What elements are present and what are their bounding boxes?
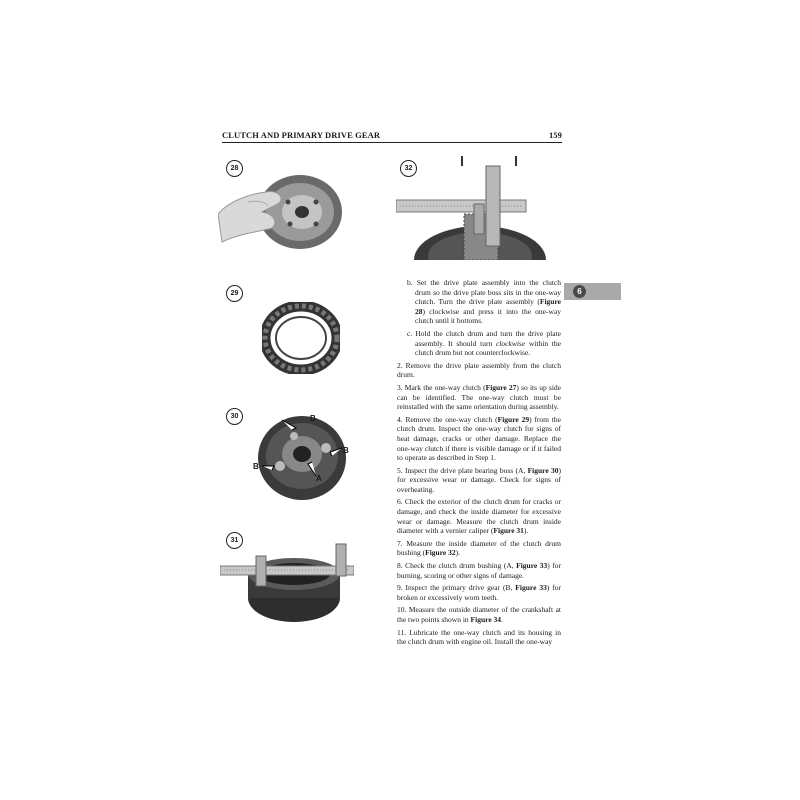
chapter-title: CLUTCH AND PRIMARY DRIVE GEAR <box>222 130 381 140</box>
figure-31-label: 31 <box>226 532 243 549</box>
figure-29-label: 29 <box>226 285 243 302</box>
figure-30-label: 30 <box>226 408 243 425</box>
page-header <box>222 128 562 143</box>
step-10: 10. Measure the outside diameter of the crankshaft at the two points shown in Figure 34. <box>397 605 561 624</box>
step-1b: b. Set the drive plate assembly into the clutch drum so the drive plate boss sits in the one-way clutch. Turn the drive plate assembly (Figure 28) clockwise and press it into the one-way clutch until it bottoms. <box>407 278 561 326</box>
figure-28-photo <box>218 172 344 254</box>
step-5: 5. Inspect the drive plate bearing boss (A, Figure 30) for excessive wear or damage. Check for signs of overheating. <box>397 465 562 494</box>
figure-28-label: 28 <box>226 160 243 177</box>
step-1c: c. Hold the clutch drum and turn the drive plate assembly. It should turn clockwise within the clutch drum but not counterclockwise. <box>407 328 561 358</box>
step-11: 11. Lubricate the one-way clutch and its housing in the clutch drum with engine oil. Install the one-way <box>397 627 561 647</box>
callout-b-top: B <box>310 414 316 423</box>
step-8: 8. Check the clutch drum bushing (A, Figure 33) for burning, scoring or other signs of damage. <box>397 561 561 580</box>
figure-31-photo <box>220 538 354 628</box>
figure-32-photo <box>396 156 564 260</box>
step-3: 3. Mark the one-way clutch (Figure 27) so its up side can be identified. The one-way clutch must be reinstalled with the same orientation during assembly. <box>397 382 561 412</box>
page-number: 159 <box>548 130 562 140</box>
callout-b-right: B <box>343 446 349 455</box>
body-text-column <box>397 278 561 650</box>
figure-32-label: 32 <box>400 160 417 177</box>
chapter-tab-number: 6 <box>573 285 586 298</box>
callout-a: A <box>316 474 322 483</box>
step-7: 7. Measure the inside diameter of the clutch drum bushing (Figure 32). <box>397 538 561 558</box>
step-4: 4. Remove the one-way clutch (Figure 29) from the clutch drum. Inspect the one-way clutch for signs of heat damage, cracks or other damage. Replace the one-way clutch if there is visible damage or if it failed to operate as described in Step 1. <box>397 414 561 463</box>
step-9: 9. Inspect the primary drive gear (B, Figure 33) for broken or excessively worn teeth. <box>397 583 561 602</box>
figure-30-photo <box>252 412 352 504</box>
figure-29-photo <box>262 302 340 374</box>
step-6: 6. Check the exterior of the clutch drum for cracks or damage, and check the inside diameter for excessive wear or damage. Measure the clutch drum inside diameter with a vernier caliper (Figure 31). <box>397 497 561 536</box>
callout-b-left: B <box>253 462 259 471</box>
step-2: 2. Remove the drive plate assembly from the clutch drum. <box>397 360 561 380</box>
chapter-tab <box>564 283 621 300</box>
